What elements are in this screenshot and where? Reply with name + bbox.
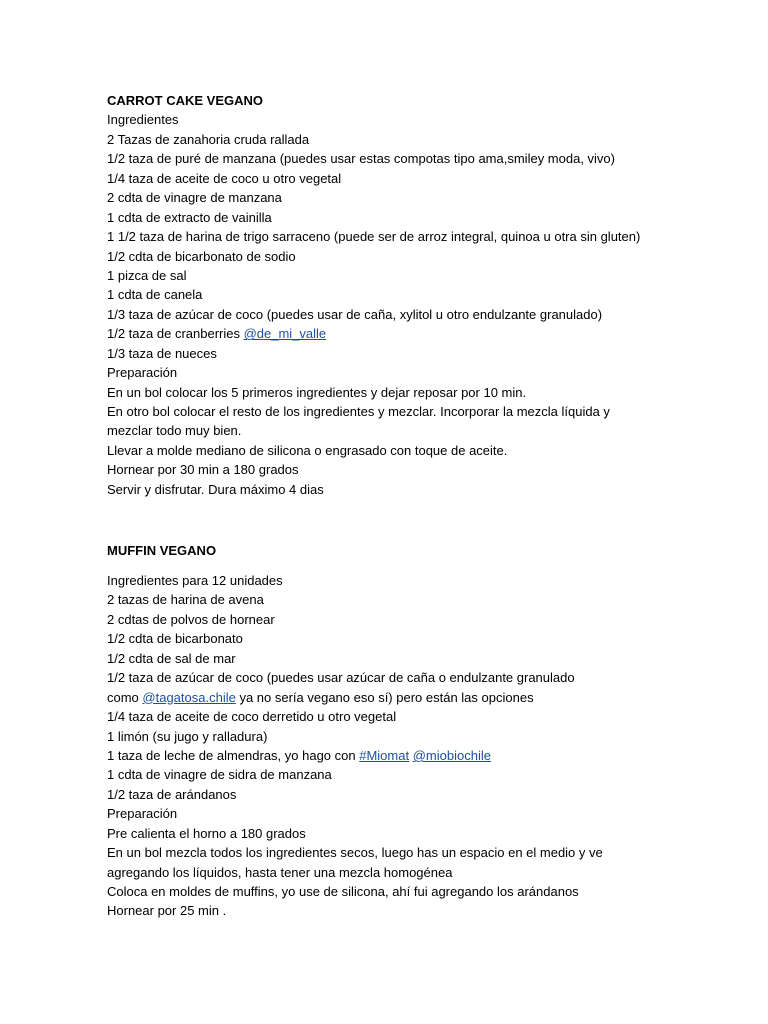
- ingredient-text: ya no sería vegano eso sí) pero están las opciones: [235, 689, 534, 705]
- ingredient-line: 1/2 taza de arándanos: [107, 786, 237, 802]
- step-line: Hornear por 30 min a 180 grados: [107, 462, 299, 478]
- ingredient-line: [107, 688, 727, 707]
- ingredient-line: [107, 746, 727, 765]
- step-line: mezclar todo muy bien.: [107, 423, 242, 439]
- ingredient-line: [107, 324, 727, 343]
- step-line: agregando los líquidos, hasta tener una mezcla homogénea: [107, 864, 453, 880]
- recipe-title: MUFFIN VEGANO: [107, 543, 217, 558]
- step-line: Llevar a molde mediano de silicona o engrasado con toque de aceite.: [107, 442, 508, 458]
- ingredient-line: 2 cdta de vinagre de manzana: [107, 190, 282, 206]
- ingredient-line: 2 Tazas de zanahoria cruda rallada: [107, 131, 310, 147]
- step-line: Coloca en moldes de muffins, yo use de silicona, ahí fui agregando los arándanos: [107, 884, 579, 899]
- step-line: En otro bol colocar el resto de los ingredientes y mezclar. Incorporar la mezcla líquida y: [107, 404, 610, 419]
- ingredient-line: 1/2 cdta de bicarbonato: [107, 631, 243, 647]
- ingredient-line: 1/3 taza de azúcar de coco (puedes usar de caña, xylitol u otro endulzante granulado): [107, 306, 603, 322]
- de-mi-valle-link[interactable]: @de_mi_valle: [243, 326, 327, 342]
- ingredient-line: 1/4 taza de aceite de coco u otro vegetal: [107, 170, 342, 186]
- preparation-heading: Preparación: [107, 806, 178, 822]
- ingredient-line: 1 cdta de canela: [107, 287, 203, 303]
- step-line: Hornear por 25 min .: [107, 903, 227, 919]
- ingredient-line: 1 cdta de extracto de vainilla: [107, 209, 272, 225]
- ingredient-line: 2 cdtas de polvos de hornear: [107, 611, 275, 627]
- ingredient-text: como: [107, 689, 143, 705]
- step-line: Servir y disfrutar. Dura máximo 4 dias: [107, 481, 324, 497]
- muffin-recipe-body: [107, 571, 727, 921]
- miomat-hashtag-link[interactable]: #Miomat: [359, 747, 410, 763]
- ingredients-heading: Ingredientes para 12 unidades: [107, 573, 283, 588]
- muffin-recipe: [107, 541, 727, 560]
- ingredient-line: 1 1/2 taza de harina de trigo sarraceno (puede ser de arroz integral, quinoa u otra sin gluten): [107, 229, 641, 245]
- step-line: Pre calienta el horno a 180 grados: [107, 825, 306, 841]
- miobiochile-link[interactable]: @miobiochile: [412, 747, 491, 763]
- ingredient-line: 2 tazas de harina de avena: [107, 592, 264, 608]
- ingredient-line: 1/3 taza de nueces: [107, 345, 217, 361]
- ingredients-heading: Ingredientes: [107, 112, 179, 128]
- ingredient-text: 1/2 taza de cranberries: [107, 326, 244, 342]
- step-line: En un bol mezcla todos los ingredientes secos, luego has un espacio en el medio y ve: [107, 845, 603, 861]
- ingredient-line: 1/2 taza de azúcar de coco (puedes usar azúcar de caña o endulzante granulado: [107, 670, 575, 686]
- tagatosa-link[interactable]: @tagatosa.chile: [142, 689, 236, 705]
- ingredient-text: 1 taza de leche de almendras, yo hago con: [107, 747, 360, 763]
- ingredient-line: 1 pizca de sal: [107, 267, 187, 283]
- ingredient-line: 1 cdta de vinagre de sidra de manzana: [107, 767, 332, 783]
- preparation-heading: Preparación: [107, 365, 178, 381]
- ingredient-line: 1/2 cdta de bicarbonato de sodio: [107, 248, 296, 264]
- ingredient-line: 1/2 cdta de sal de mar: [107, 650, 236, 666]
- ingredient-line: 1/4 taza de aceite de coco derretido u otro vegetal: [107, 709, 397, 725]
- recipe-title: CARROT CAKE VEGANO: [107, 93, 264, 108]
- step-line: En un bol colocar los 5 primeros ingredientes y dejar reposar por 10 min.: [107, 384, 527, 400]
- ingredient-line: 1 limón (su jugo y ralladura): [107, 728, 268, 744]
- ingredient-line: 1/2 taza de puré de manzana (puedes usar estas compotas tipo ama,smiley moda, vivo): [107, 151, 615, 167]
- carrot-cake-recipe: [107, 91, 727, 499]
